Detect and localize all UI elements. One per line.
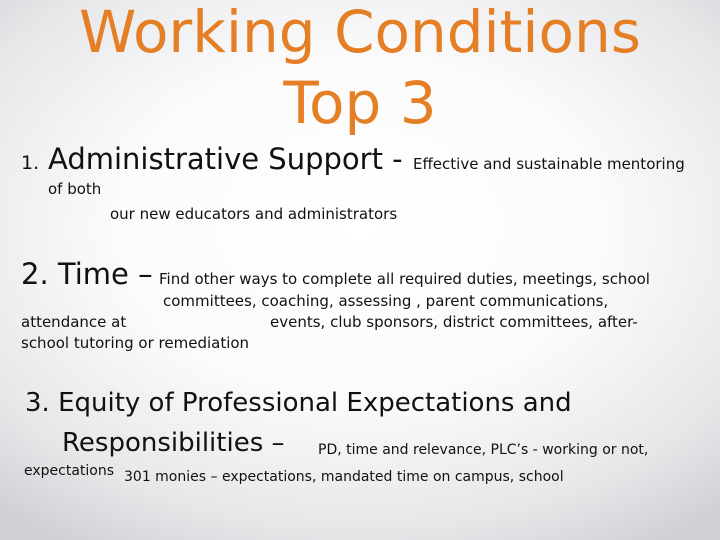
item-2-detail: Find other ways to complete all required duties, meetings, school — [159, 270, 650, 288]
item-1-line-2: our new educators and administrators — [110, 205, 398, 223]
item-2-line-1: committees, coaching, assessing , parent communications, — [163, 292, 609, 310]
item-3-line-2: expectations — [24, 463, 115, 479]
item-3-heading-line-1: 3. Equity of Professional Expectations and — [25, 388, 572, 418]
item-1-line-1: of both — [48, 180, 102, 198]
item-2-line-4: school tutoring or remediation — [21, 334, 250, 352]
item-1-number: 1. — [21, 152, 40, 174]
item-2-line-3: events, club sponsors, district committees, after- — [270, 313, 638, 331]
item-3-heading-line-2: Responsibilities – — [62, 428, 285, 458]
item-1-detail: Effective and sustainable mentoring — [413, 155, 685, 173]
slide-title-line-1: Working Conditions — [79, 0, 641, 66]
slide-title-line-2: Top 3 — [283, 69, 437, 137]
item-3-detail: PD, time and relevance, PLC’s - working or not, — [318, 442, 649, 458]
item-2-heading: 2. Time – — [21, 257, 153, 291]
item-2-line-2: attendance at — [21, 313, 127, 331]
item-3-line-1: 301 monies – expectations, mandated time on campus, school — [124, 469, 564, 485]
item-1-heading: Administrative Support - — [48, 142, 403, 176]
